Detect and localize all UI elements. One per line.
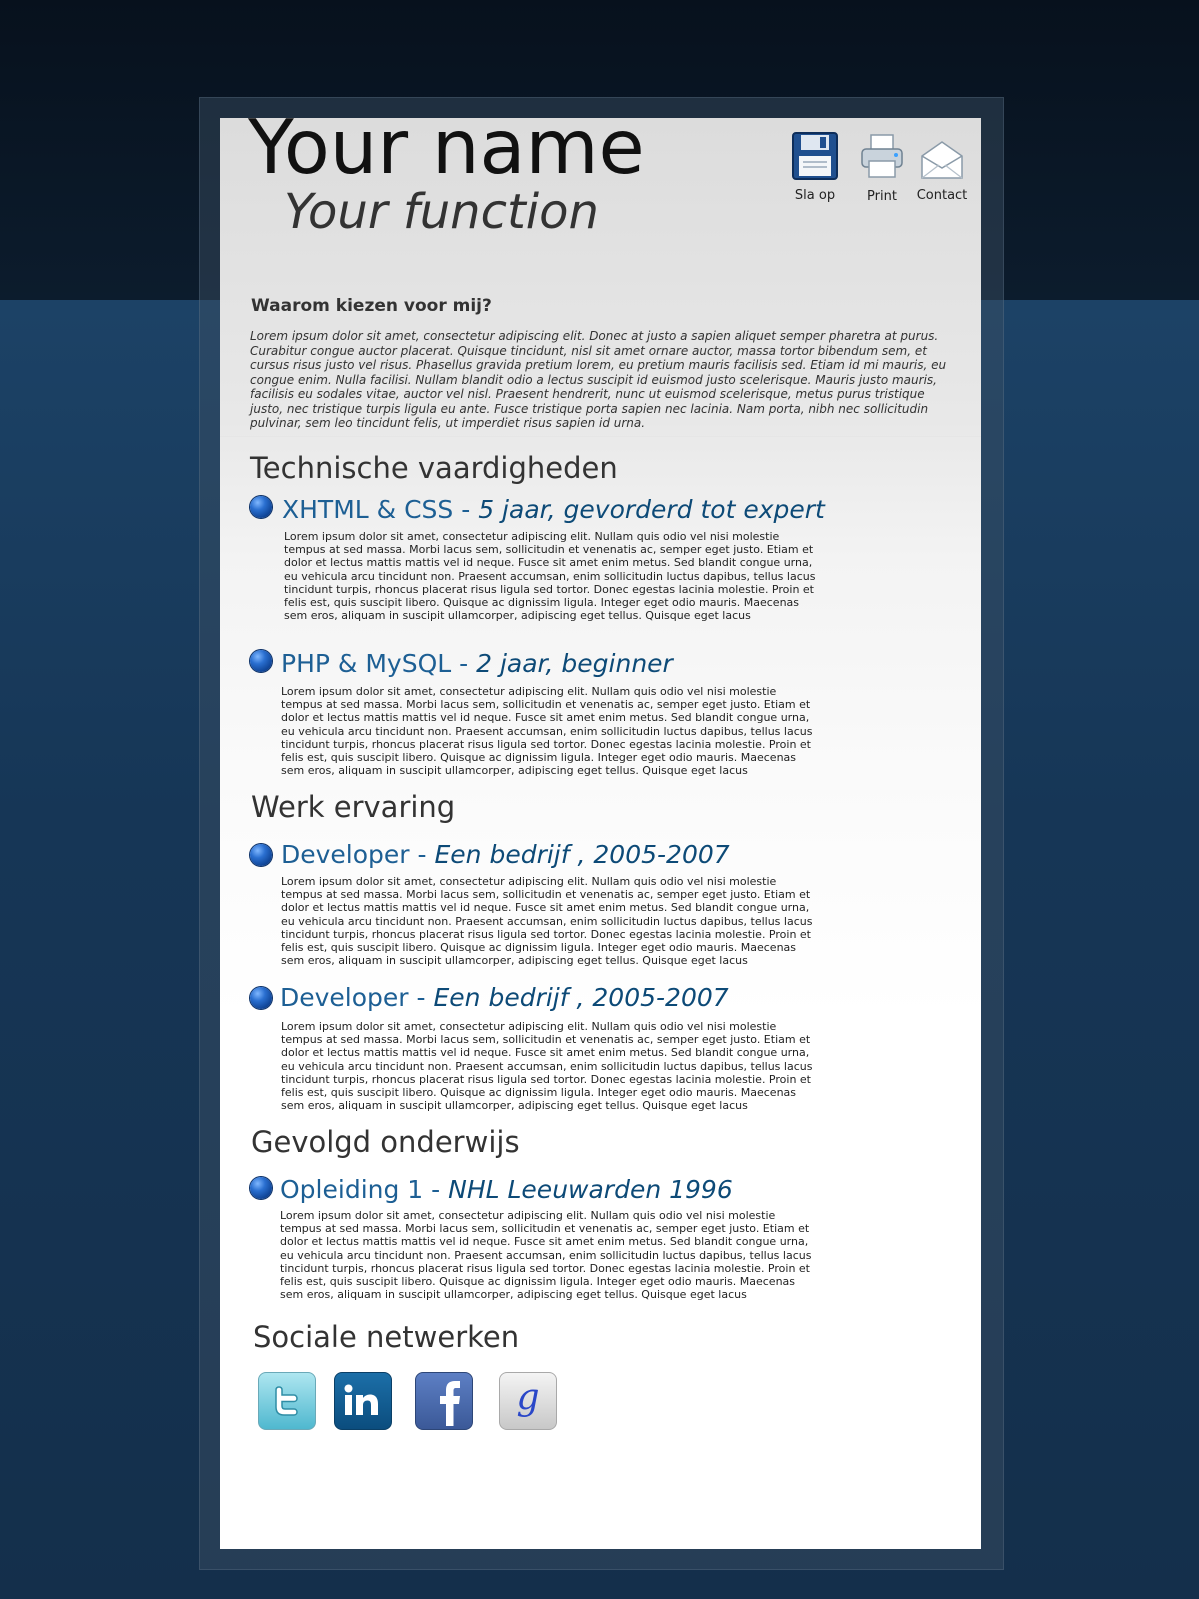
job-description: Lorem ipsum dolor sit amet, consectetur adipiscing elit. Nullam quis odio vel nisi molestie tempus at sed massa. Morbi lacus sem, sollicitudin et venenatis ac, semper eget justo. Etiam et dolor et lectus mattis mattis vel id neque. Fusce sit amet enim metus. Sed blandit congue urna, eu vehicula arcu tincidunt non. Praesent accumsan, enim sollicitudin luctus dapibus, tellus lacus tincidunt turpis, rhoncus placerat risus ligula sed tortor. Donec egestas lacinia molestie. Proin et felis est, quis suscipit libero. Quisque ac dignissim ligula. Integer eget odio mauris. Maecenas sem eros, aliquam in suscipit ullamcorper, adipiscing eget tellus. Quisque eget lacus [281, 875, 813, 968]
floppy-disk-icon [792, 132, 838, 180]
education-description: Lorem ipsum dolor sit amet, consectetur adipiscing elit. Nullam quis odio vel nisi molestie tempus at sed massa. Morbi lacus sem, sollicitudin et venenatis ac, semper eget justo. Etiam et dolor et lectus mattis mattis vel id neque. Fusce sit amet enim metus. Sed blandit congue urna, eu vehicula arcu tincidunt non. Praesent accumsan, enim sollicitudin luctus dapibus, tellus lacus tincidunt turpis, rhoncus placerat risus ligula sed tortor. Donec egestas lacinia molestie. Proin et felis est, quis suscipit libero. Quisque ac dignissim ligula. Integer eget odio mauris. Maecenas sem eros, aliquam in suscipit ullamcorper, adipiscing eget tellus. Quisque eget lacus [280, 1209, 812, 1302]
skill-detail: 2 jaar, beginner [476, 649, 673, 678]
svg-text:g: g [516, 1379, 540, 1418]
google-link[interactable] [499, 1372, 557, 1430]
job-description: Lorem ipsum dolor sit amet, consectetur adipiscing elit. Nullam quis odio vel nisi molestie tempus at sed massa. Morbi lacus sem, sollicitudin et venenatis ac, semper eget justo. Etiam et dolor et lectus mattis mattis vel id neque. Fusce sit amet enim metus. Sed blandit congue urna, eu vehicula arcu tincidunt non. Praesent accumsan, enim sollicitudin luctus dapibus, tellus lacus tincidunt turpis, rhoncus placerat risus ligula sed tortor. Donec egestas lacinia molestie. Proin et felis est, quis suscipit libero. Quisque ac dignissim ligula. Integer eget odio mauris. Maecenas sem eros, aliquam in suscipit ullamcorper, adipiscing eget tellus. Quisque eget lacus [281, 1020, 813, 1113]
skill-name: XHTML & CSS - [282, 495, 479, 524]
bullet-icon [250, 650, 272, 672]
contact-label: Contact [916, 188, 968, 203]
save-label: Sla op [794, 188, 836, 203]
education-detail: NHL Leeuwarden 1996 [448, 1175, 733, 1204]
bullet-icon [250, 987, 272, 1009]
section-title-skills: Technische vaardigheden [250, 451, 618, 485]
envelope-icon [919, 140, 965, 180]
job-title [280, 985, 729, 1010]
bullet-icon [250, 1177, 272, 1199]
save-button[interactable] [787, 132, 843, 203]
job-detail: Een bedrijf , 2005-2007 [434, 840, 730, 869]
skill-detail: 5 jaar, gevorderd tot expert [478, 495, 825, 524]
skill-title [282, 497, 825, 522]
intro-text: Lorem ipsum dolor sit amet, consectetur adipiscing elit. Donec at justo a sapien aliquet semper pharetra at purus. Curabitur congue auctor placerat. Quisque tincidunt, nisl sit amet ornare auctor, massa tortor bibendum sem, et cursus risus justo vel risus. Phasellus gravida pretium lorem, eu pretium mauris facilisis sed. Etiam id mi mauris, eu congue enim. Nulla facilisi. Nullam blandit odio a lectus suscipit id euismod justo scelerisque. Mauris justo mauris, facilisis eu sodales vitae, auctor vel nisl. Praesent hendrerit, nunc ut euismod scelerisque, metus purus tristique justo, nec tristique turpis ligula eu ante. Fusce tristique porta sapien nec lacinia. Nam porta, nibh nec sollicitudin pulvinar, sem leo tincidunt felis, ut imperdiet risus sapien id urna. [250, 329, 947, 430]
twitter-icon [267, 1381, 307, 1421]
divider [220, 436, 981, 437]
job-role: Developer - [281, 840, 435, 869]
person-name: Your name [248, 103, 645, 191]
linkedin-icon [341, 1381, 385, 1421]
print-label: Print [867, 189, 897, 204]
google-icon [508, 1379, 548, 1423]
skill-description: Lorem ipsum dolor sit amet, consectetur adipiscing elit. Nullam quis odio vel nisi molestie tempus at sed massa. Morbi lacus sem, sollicitudin et venenatis ac, semper eget justo. Etiam et dolor et lectus mattis mattis vel id neque. Fusce sit amet enim metus. Sed blandit congue urna, eu vehicula arcu tincidunt non. Praesent accumsan, enim sollicitudin luctus dapibus, tellus lacus tincidunt turpis, rhoncus placerat risus ligula sed tortor. Donec egestas lacinia molestie. Proin et felis est, quis suscipit libero. Quisque ac dignissim ligula. Integer eget odio mauris. Maecenas sem eros, aliquam in suscipit ullamcorper, adipiscing eget tellus. Quisque eget lacus [284, 530, 816, 623]
bullet-icon [250, 844, 272, 866]
skill-name: PHP & MySQL - [281, 649, 477, 678]
print-button[interactable] [857, 133, 907, 204]
facebook-icon [424, 1376, 464, 1426]
person-function: Your function [284, 184, 599, 240]
intro-title: Waarom kiezen voor mij? [251, 296, 492, 316]
section-title-education: Gevolgd onderwijs [251, 1125, 520, 1159]
printer-icon [859, 133, 905, 181]
contact-button[interactable] [913, 140, 971, 203]
skill-title [281, 651, 673, 676]
facebook-link[interactable] [415, 1372, 473, 1430]
job-role: Developer - [280, 983, 434, 1012]
bullet-icon [250, 496, 272, 518]
skill-description: Lorem ipsum dolor sit amet, consectetur adipiscing elit. Nullam quis odio vel nisi molestie tempus at sed massa. Morbi lacus sem, sollicitudin et venenatis ac, semper eget justo. Etiam et dolor et lectus mattis mattis vel id neque. Fusce sit amet enim metus. Sed blandit congue urna, eu vehicula arcu tincidunt non. Praesent accumsan, enim sollicitudin luctus dapibus, tellus lacus tincidunt turpis, rhoncus placerat risus ligula sed tortor. Donec egestas lacinia molestie. Proin et felis est, quis suscipit libero. Quisque ac dignissim ligula. Integer eget odio mauris. Maecenas sem eros, aliquam in suscipit ullamcorper, adipiscing eget tellus. Quisque eget lacus [281, 685, 813, 778]
job-detail: Een bedrijf , 2005-2007 [433, 983, 729, 1012]
education-name: Opleiding 1 - [280, 1175, 449, 1204]
twitter-link[interactable] [258, 1372, 316, 1430]
section-title-work: Werk ervaring [251, 790, 456, 824]
job-title [281, 842, 730, 867]
section-title-social: Sociale netwerken [253, 1320, 520, 1354]
linkedin-link[interactable] [334, 1372, 392, 1430]
education-title [280, 1177, 733, 1202]
